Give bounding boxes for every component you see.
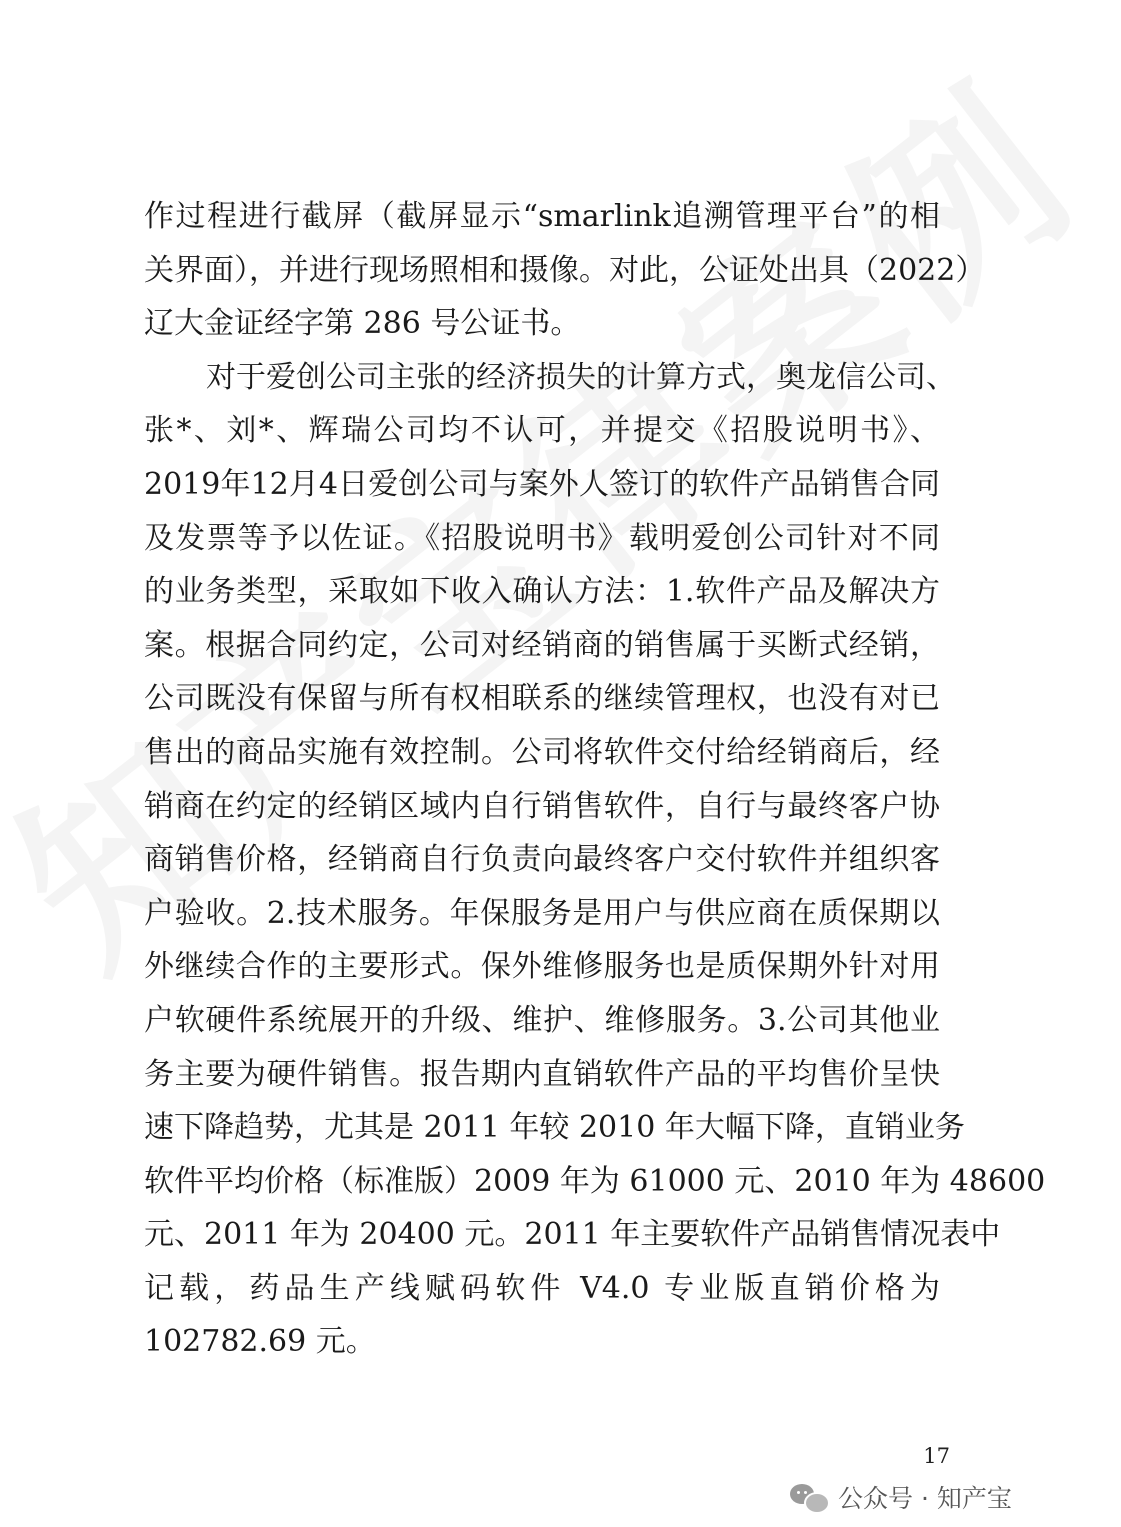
text-line: 2019年12月4日爱创公司与案外人签订的软件产品销售合同: [144, 466, 940, 502]
footer-text: 公众号 · 知产宝: [838, 1484, 1012, 1513]
text-line: 商销售价格，经销商自行负责向最终客户交付软件并组织客: [144, 842, 940, 878]
text-line: 102782.69 元。: [144, 1324, 376, 1360]
text-line: 销商在约定的经销区域内自行销售软件，自行与最终客户协: [144, 788, 940, 824]
text-line: 户验收。2.技术服务。年保服务是用户与供应商在质保期以: [144, 895, 940, 931]
text-line: 元、2011 年为 20400 元。2011 年主要软件产品销售情况表中: [144, 1217, 1001, 1253]
text-line: 对于爱创公司主张的经济损失的计算方式，奥龙信公司、: [206, 359, 956, 395]
text-line: 关界面），并进行现场照相和摄像。对此，公证处出具（2022）: [144, 252, 986, 288]
text-line: 外继续合作的主要形式。保外维修服务也是质保期外针对用: [144, 949, 940, 985]
text-line: 案。根据合同约定，公司对经销商的销售属于买断式经销，: [144, 627, 940, 663]
text-line: 的业务类型，采取如下收入确认方法：1.软件产品及解决方: [144, 574, 940, 610]
text-line: 记载，药品生产线赋码软件 V4.0 专业版直销价格为: [144, 1270, 940, 1306]
text-line: 务主要为硬件销售。报告期内直销软件产品的平均售价呈快: [144, 1056, 940, 1092]
text-line: 作过程进行截屏（截屏显示“smarlink追溯管理平台”的相: [144, 199, 940, 234]
text-line: 公司既没有保留与所有权相联系的继续管理权，也没有对已: [144, 681, 940, 717]
text-line: 速下降趋势，尤其是 2011 年较 2010 年大幅下降，直销业务: [144, 1110, 965, 1146]
text-line: 张*、刘*、辉瑞公司均不认可，并提交《招股说明书》、: [144, 413, 940, 449]
text-line: 户软硬件系统展开的升级、维护、维修服务。3.公司其他业: [144, 1002, 940, 1038]
text-line: 及发票等予以佐证。《招股说明书》载明爱创公司针对不同: [144, 520, 940, 556]
body-text: [144, 190, 1046, 1369]
text-line: 售出的商品实施有效控制。公司将软件交付给经销商后，经: [144, 734, 940, 770]
text-line: 辽大金证经字第 286 号公证书。: [144, 306, 581, 342]
text-line: 软件平均价格（标准版）2009 年为 61000 元、2010 年为 48600: [144, 1163, 1046, 1199]
wechat-icon: [790, 1482, 828, 1512]
page-number: 17: [923, 1444, 950, 1468]
footer-brand[interactable]: [790, 1475, 1012, 1519]
